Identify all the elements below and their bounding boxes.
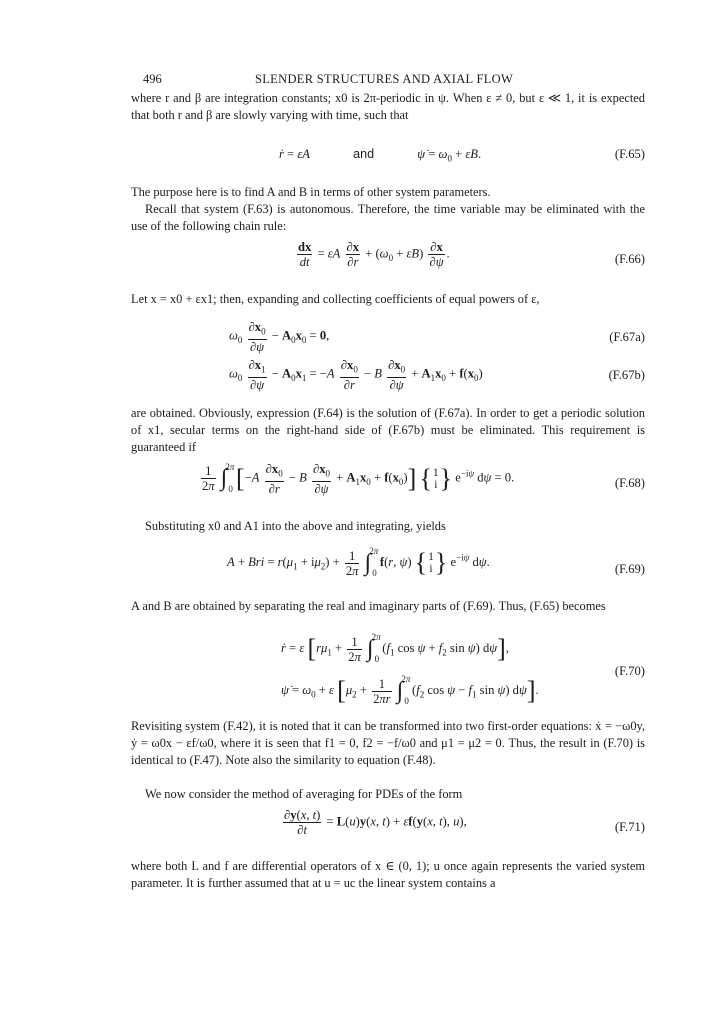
equation-f67a-body: $\omega_0$ $\frac{\partial x_0}{\partial\psi}$ − $A_0x_0 = 0$, [229, 320, 330, 354]
equation-f66 [131, 240, 645, 276]
equation-number-f66: (F.66) [614, 252, 645, 266]
equation-f67a [131, 320, 645, 356]
paragraph-5: are obtained. Obviously, expression (F.64) is the solution of (F.67a). In order to get a periodic solution of x1, secular terms on the right-hand side of (F.67b) must be eliminated. This requirement is guaranteed if [131, 406, 645, 454]
equation-f67b-body: $\omega_0$ $\frac{\partial x_1}{\partial\psi}$ − $A_0x_1 = -A$ $\frac{\partial x_0}{\partial r}$ − B $\frac{\partial x_0}{\partial\psi}$ + $A_1x_0 + f(x_0)$ [229, 358, 483, 392]
equation-f67b [131, 358, 645, 394]
paragraph-3: Recall that system (F.63) is autonomous. Therefore, the time variable may be eliminated with the use of the following chain rule: [131, 202, 645, 233]
equation-f70-line2: ψ̇ = $\omega_0 + \varepsilon$ [$\mu_2$ + $\frac{1}{2\pi r}$ ∫$^{2\pi}_0$ ($f_2$ $\cos \psi - f_1$ sin ψ) dψ]. [281, 673, 539, 706]
equation-f65-body: ṙ = εA and ψ̇ = $\omega_0 + \varepsilon B$. [279, 147, 482, 164]
equation-f70-line1: ṙ = ε [$r\mu_1$ + $\frac{1}{2\pi}$ ∫$^{2\pi}_0$ ($f_1$ $\cos \psi + f_2$ sin ψ) dψ], [281, 631, 509, 664]
equation-f70 [131, 631, 645, 716]
paragraph-9: We now consider the method of averaging for PDEs of the form [145, 787, 463, 801]
paragraph-4: Let x = x0 + εx1; then, expanding and collecting coefficients of equal powers of ε, [131, 292, 540, 306]
equation-f71 [131, 808, 645, 848]
equation-and-word: and [353, 147, 375, 161]
equation-f68 [131, 460, 645, 504]
equation-f66-body: $\frac{dx}{dt}$ = εA $\frac{\partial x}{\partial r}$ + $(\omega_0 + \varepsilon B)$ $\frac{\partial x}{\partial\psi}$ . [298, 240, 450, 269]
equation-f69-body: A + Bri = $r(\mu_1 + i\mu_2)$ + $\frac{1}{2\pi}$ ∫$^{2\pi}_0$ f(r, ψ) {1 i} $e^{-i\psi}$ dψ. [227, 545, 490, 578]
equation-f69 [131, 546, 645, 590]
equation-f71-body: $\frac{\partial y(x, t)}{\partial t}$ = L(u)y(x, t) + εf(y(x, t), u), [284, 808, 467, 837]
equation-f65 [131, 147, 645, 167]
equation-number-f65: (F.65) [614, 147, 645, 161]
equation-number-f68: (F.68) [614, 476, 645, 490]
paragraph-7: A and B are obtained by separating the real and imaginary parts of (F.69). Thus, (F.65) becomes [131, 599, 606, 613]
equation-number-f71: (F.71) [614, 820, 645, 834]
paragraph-10: where both L and f are differential operators of x ∈ (0, 1); u once again represents the varied system parameter. It is further assumed that at u = uc the linear system contains a [131, 859, 645, 890]
paragraph-2: The purpose here is to find A and B in terms of other system parameters. [131, 185, 491, 199]
equation-number-f69: (F.69) [614, 562, 645, 576]
equation-number-f67a: (F.67a) [609, 330, 645, 344]
equation-number-f70: (F.70) [614, 664, 645, 678]
paragraph-6: Substituting x0 and A1 into the above and integrating, yields [145, 519, 446, 533]
paragraph-8: Revisiting system (F.42), it is noted that it can be transformed into two first-order equations: ẋ = −ω0y, ẏ = ω0x − εf/ω0, where it is seen that f1 = 0, f2 = −f/ω0 and μ1 = μ2 = 0. Thus, the result in (F.70) is identical to (F.47). Note also the similarity to equation (F.48). [131, 719, 645, 767]
page-number: 496 [143, 72, 162, 86]
equation-number-f67b: (F.67b) [608, 368, 645, 382]
paragraph-1: where r and β are integration constants; x0 is 2π-periodic in ψ. When ε ≠ 0, but ε ≪ 1, it is expected that both r and β are slowly varying with time, such that [131, 91, 645, 122]
equation-f68-body: $\frac{1}{2\pi}$ ∫$^{2\pi}_0$ [−A $\frac{\partial x_0}{\partial r}$ − B $\frac{\partial x_0}{\partial\psi}$ + $A_1x_0 + f(x_0)$] {1 i} $e^{-i\psi}$ dψ = 0. [202, 461, 515, 496]
running-title: SLENDER STRUCTURES AND AXIAL FLOW [255, 72, 514, 86]
